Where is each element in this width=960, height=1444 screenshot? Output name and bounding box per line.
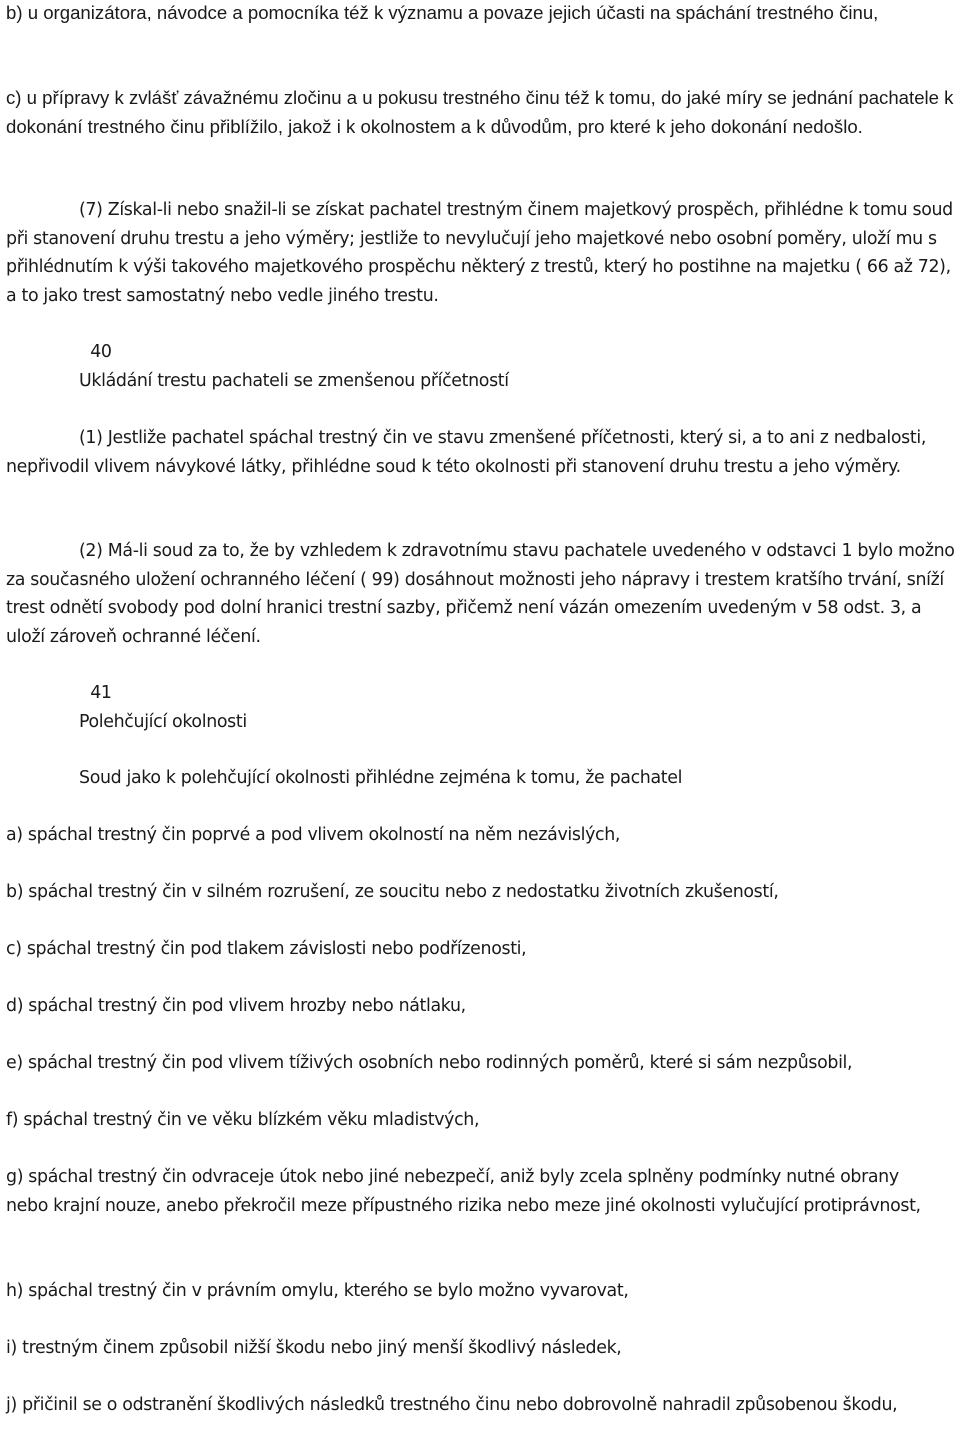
list-item-c: c) spáchal trestný čin pod tlakem závislosti nebo podřízenosti, bbox=[6, 939, 527, 959]
section-41-heading bbox=[6, 679, 949, 736]
list-item-a: a) spáchal trestný čin poprvé a pod vlivem okolností na něm nezávislých, bbox=[6, 825, 621, 845]
list-item-g: g) spáchal trestný čin odvraceje útok nebo jiné nebezpečí, aniž byly zcela splněny podmínky nutné obrany nebo krajní nouze, anebo překročil meze přípustného rizika nebo meze jiné okolnosti vylučující protiprávnost, bbox=[6, 1167, 921, 1216]
list-item-j: j) přičinil se o odstranění škodlivých následků trestného činu nebo dobrovolně nahradil způsobenou škodu, bbox=[6, 1395, 898, 1415]
list-item-e: e) spáchal trestný čin pod vlivem tíživých osobních nebo rodinných poměrů, které si sám nezpůsobil, bbox=[6, 1053, 853, 1073]
list-item-i: i) trestným činem způsobil nižší škodu nebo jiný menší škodlivý následek, bbox=[6, 1338, 622, 1358]
section-40-paragraph-1: (1) Jestliže pachatel spáchal trestný čin ve stavu zmenšené příčetnosti, který si, a to ani z nedbalosti, nepřivodil vlivem návykové látky, přihlédne soud k této okolnosti při stanovení druhu trestu a jeho výměry. bbox=[6, 428, 927, 477]
section-40-heading bbox=[6, 338, 949, 395]
section-40-paragraph-2: (2) Má-li soud za to, že by vzhledem k zdravotnímu stavu pachatele uvedeného v odstavci 1 bylo možno za současného uložení ochranného léčení ( 99) dosáhnout možnosti jeho nápravy i trestem kratšího trvání, sníží trest odnětí svobody pod dolní hranici trestní sazby, přičemž není vázán omezením uvedeným v 58 odst. 3, a uloží zároveň ochranné léčení. bbox=[6, 541, 955, 647]
section-40-number: 40 bbox=[79, 338, 949, 367]
list-item-d: d) spáchal trestný čin pod vlivem hrozby nebo nátlaku, bbox=[6, 996, 466, 1016]
section-40-title: Ukládání trestu pachateli se zmenšenou příčetností bbox=[79, 370, 509, 391]
list-item-f: f) spáchal trestný čin ve věku blízkém věku mladistvých, bbox=[6, 1110, 480, 1130]
paragraph-c: c) u přípravy k zvlášť závažnému zločinu a u pokusu trestného činu též k tomu, do jaké míry se jednání pachatele k dokonání trestného činu přiblížilo, jakož i k okolnostem a k důvodům, pro které k jeho dokonání nedošlo. bbox=[6, 87, 954, 137]
list-item-b: b) spáchal trestný čin v silném rozrušení, ze soucitu nebo z nedostatku životních zkušeností, bbox=[6, 882, 779, 902]
paragraph-7: (7) Získal-li nebo snažil-li se získat pachatel trestným činem majetkový prospěch, přihlédne k tomu soud při stanovení druhu trestu a jeho výměry; jestliže to nevylučují jeho majetkové nebo osobní poměry, uloží mu s přihlédnutím k výši takového majetkového prospěchu některý z trestů, který ho postihne na majetku ( 66 až 72), a to jako trest samostatný nebo vedle jiného trestu. bbox=[6, 200, 953, 306]
section-41-intro: Soud jako k polehčující okolnosti přihlédne zejména k tomu, že pachatel bbox=[79, 768, 683, 788]
section-41-title: Polehčující okolnosti bbox=[79, 711, 247, 732]
section-sign-icon bbox=[79, 338, 84, 367]
section-sign-icon bbox=[79, 679, 84, 708]
list-item-h: h) spáchal trestný čin v právním omylu, kterého se bylo možno vyvarovat, bbox=[6, 1281, 629, 1301]
section-41-number: 41 bbox=[79, 679, 949, 708]
paragraph-b: b) u organizátora, návodce a pomocníka též k významu a povaze jejich účasti na spáchání trestného činu, bbox=[6, 2, 879, 23]
